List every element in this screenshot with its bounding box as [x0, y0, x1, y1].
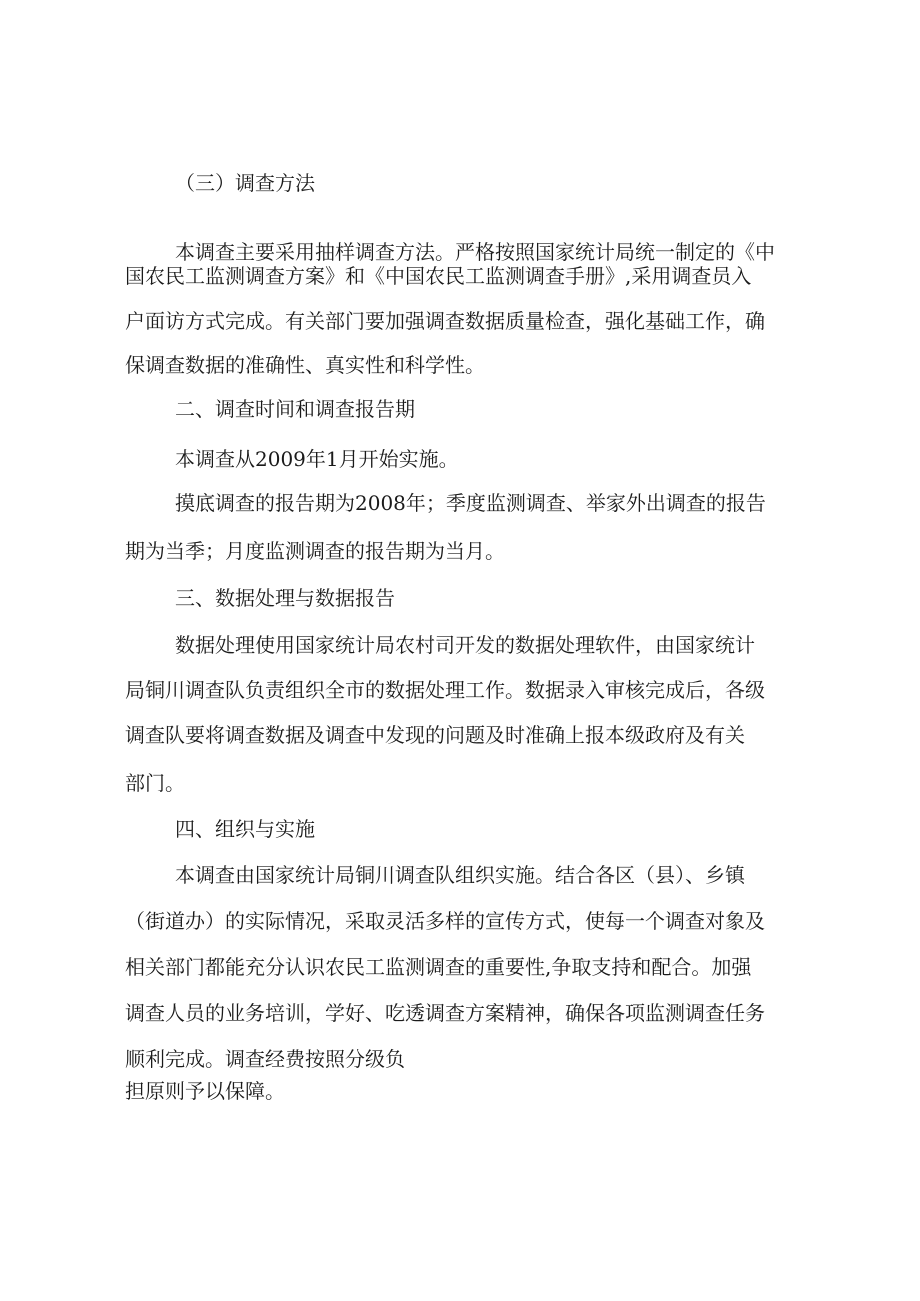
section-heading-survey-time: 二、调查时间和调查报告期	[175, 397, 415, 421]
paragraph-line: 保调查数据的准确性、真实性和科学性。	[125, 353, 485, 377]
paragraph-line: 调查人员的业务培训，学好、吃透调查方案精神，确保各项监测调查任务	[125, 1001, 765, 1025]
paragraph-line: 局铜川调查队负责组织全市的数据处理工作。数据录入审核完成后，各级	[125, 678, 765, 702]
paragraph-line: 调查队要将调查数据及调查中发现的问题及时准确上报本级政府及有关	[125, 723, 745, 747]
paragraph-line: 摸底调查的报告期为2008年；季度监测调查、举家外出调查的报告	[175, 491, 766, 515]
paragraph-line: 担原则予以保障。	[125, 1079, 285, 1103]
paragraph-line: 相关部门都能充分认识农民工监测调查的重要性,争取支持和配合。加强	[125, 955, 752, 979]
paragraph-line: 户面访方式完成。有关部门要加强调查数据质量检查，强化基础工作，确	[125, 309, 765, 333]
section-heading-organization: 四、组织与实施	[175, 817, 315, 841]
paragraph-line: 本调查由国家统计局铜川调查队组织实施。结合各区（县）、乡镇	[175, 863, 745, 887]
paragraph-line: 国农民工监测调查方案》和《中国农民工监测调查手册》,采用调查员入	[125, 264, 752, 288]
subsection-heading-survey-method: （三）调查方法	[175, 171, 315, 195]
paragraph-line: 部门。	[125, 771, 185, 795]
paragraph-line: 数据处理使用国家统计局农村司开发的数据处理软件，由国家统计	[175, 633, 755, 657]
paragraph-line: 期为当季；月度监测调查的报告期为当月。	[125, 539, 505, 563]
paragraph-line: 顺利完成。调查经费按照分级负	[125, 1047, 405, 1071]
paragraph-line: 本调查从2009年1月开始实施。	[175, 447, 459, 471]
section-heading-data-processing: 三、数据处理与数据报告	[175, 586, 395, 610]
paragraph-line: 本调查主要采用抽样调查方法。严格按照国家统计局统一制定的《中	[175, 240, 775, 264]
paragraph-line: （街道办）的实际情况，采取灵活多样的宣传方式，使每一个调查对象及	[125, 909, 765, 933]
